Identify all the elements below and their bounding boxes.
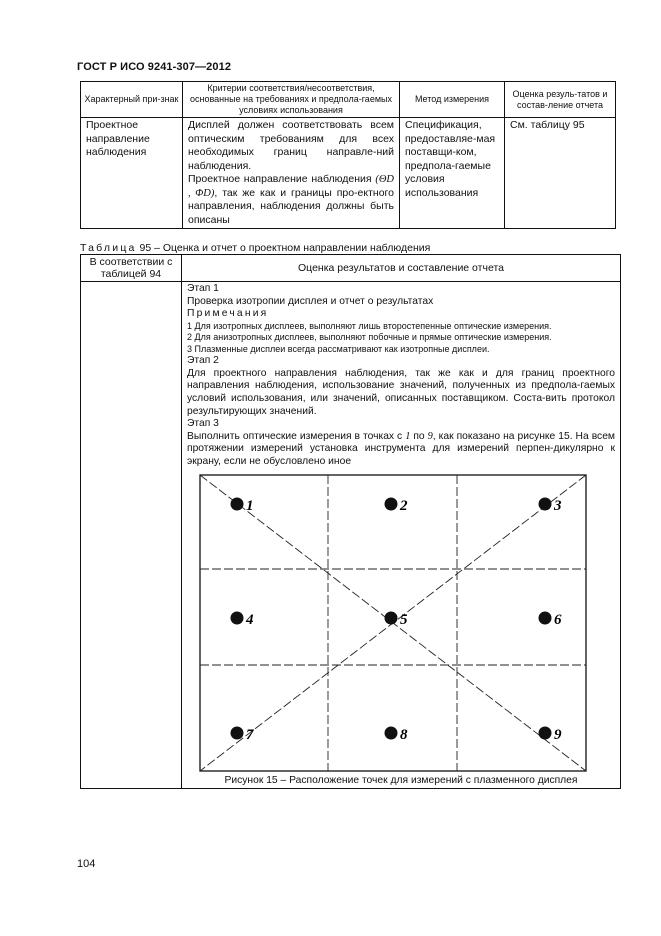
measurement-grid-diagram — [199, 474, 599, 774]
measurement-point-label-6: 6 — [554, 611, 562, 628]
measurement-point-label-2: 2 — [400, 497, 408, 514]
note-2: 2 Для анизотропных дисплеев, выполняют побочные и прямые оптические измерения. — [187, 332, 552, 343]
measurement-point-9 — [539, 726, 552, 739]
col-header-criteria: Критерии соответствия/несоответствия, основанные на требованиях и предпола-гаемых условиях использования — [183, 82, 400, 118]
measurement-points-figure — [199, 474, 599, 774]
criteria-table — [80, 81, 616, 229]
criteria-table-row — [81, 118, 616, 229]
col-header-evaluation: Оценка резуль-татов и состав-ление отчета — [505, 82, 616, 118]
col-header-method: Метод измерения — [400, 82, 505, 118]
stage-2-text: Для проектного направления наблюдения, так же как и для границ проектного направления наблюдения, использование значений, полученных из предпола-гаемых условий использования, или значений, описанных поставщиком. Соста-вить протокол результирующих значений. — [187, 367, 615, 417]
criteria-text-a: Проектное направление наблюдения — [188, 173, 372, 185]
stage-3-text-a: Выполнить оптические измерения в точках с — [187, 430, 406, 442]
note-3: 3 Плазменные дисплеи всегда рассматривают как изотропные дисплеи. — [187, 343, 490, 354]
caption-rest: 95 – Оценка и отчет о проектном направлении наблюдения — [139, 242, 431, 254]
figure-caption: Рисунок 15 – Расположение точек для измерений с плазменного дисплея — [224, 774, 578, 786]
note-1: 1 Для изотропных дисплеев, выполняют лишь второстепенные оптические измерения. — [187, 320, 552, 331]
stage-3-title: Этап 3 — [187, 418, 219, 430]
col-header-reference: В соответствии с таблицей 94 — [81, 255, 182, 282]
measurement-point-3 — [539, 497, 552, 510]
measurement-point-2 — [385, 497, 398, 510]
measurement-point-label-8: 8 — [400, 726, 408, 743]
measurement-point-8 — [385, 726, 398, 739]
cell-method: Спецификация, предоставляе-мая поставщи-ком, предпола-гаемые условия использования — [400, 118, 505, 229]
page-number: 104 — [77, 858, 96, 870]
evaluation-table-row — [81, 282, 621, 789]
criteria-paragraph-1: Дисплей должен соответствовать всем оптическим требованиям для всех необходимых границ направле-ний наблюдения. — [188, 119, 394, 172]
page-header: ГОСТ Р ИСО 9241-307—2012 — [77, 61, 232, 73]
cell-evaluation: См. таблицу 95 — [505, 118, 616, 229]
measurement-points — [231, 497, 563, 743]
measurement-point-label-3: 3 — [554, 497, 562, 514]
cell-reference — [81, 282, 182, 789]
measurement-point-5 — [385, 611, 398, 624]
stage-3-text-b: по — [410, 430, 428, 442]
criteria-text-b: , так же как и границы про-ектного направления, наблюдения должны быть описаны — [188, 186, 394, 226]
col-header-feature: Характерный при-знак — [81, 82, 183, 118]
measurement-point-label-7: 7 — [246, 726, 254, 743]
evaluation-table — [80, 254, 621, 789]
table-95-caption — [80, 242, 430, 254]
stage-1-title: Этап 1 — [187, 283, 219, 294]
col-header-results: Оценка результатов и составление отчета — [182, 255, 621, 282]
measurement-point-label-9: 9 — [554, 726, 562, 743]
measurement-point-7 — [231, 726, 244, 739]
stage-3-text — [187, 431, 615, 469]
cell-results — [182, 282, 621, 789]
stage-3-point-first: 1 — [405, 430, 411, 442]
measurement-point-6 — [539, 611, 552, 624]
cell-feature: Проектное направление наблюдения — [81, 118, 183, 229]
stage-1-text: Проверка изотропии дисплея и отчет о результатах — [187, 295, 434, 307]
stage-3-text-c: , как показано на рисунке 15. На всем протяжении измерений установка инструмента для измерений перпен-дикулярно к экрану, если не обусловлено иное — [187, 430, 616, 468]
notes-title: Примечания — [187, 308, 269, 320]
criteria-table-header — [81, 82, 616, 118]
stage-3-point-last: 9 — [427, 430, 433, 442]
measurement-point-label-4: 4 — [246, 611, 254, 628]
caption-prefix: Таблица — [80, 242, 137, 254]
measurement-point-1 — [231, 497, 244, 510]
measurement-point-4 — [231, 611, 244, 624]
stage-2-title: Этап 2 — [187, 355, 219, 367]
measurement-point-label-5: 5 — [400, 611, 408, 628]
cell-criteria — [183, 118, 400, 229]
criteria-paragraph-2 — [188, 173, 394, 227]
evaluation-table-header — [81, 255, 621, 282]
criteria-formula: (ΘD , ΦD) — [188, 174, 394, 199]
measurement-point-label-1: 1 — [246, 497, 254, 514]
